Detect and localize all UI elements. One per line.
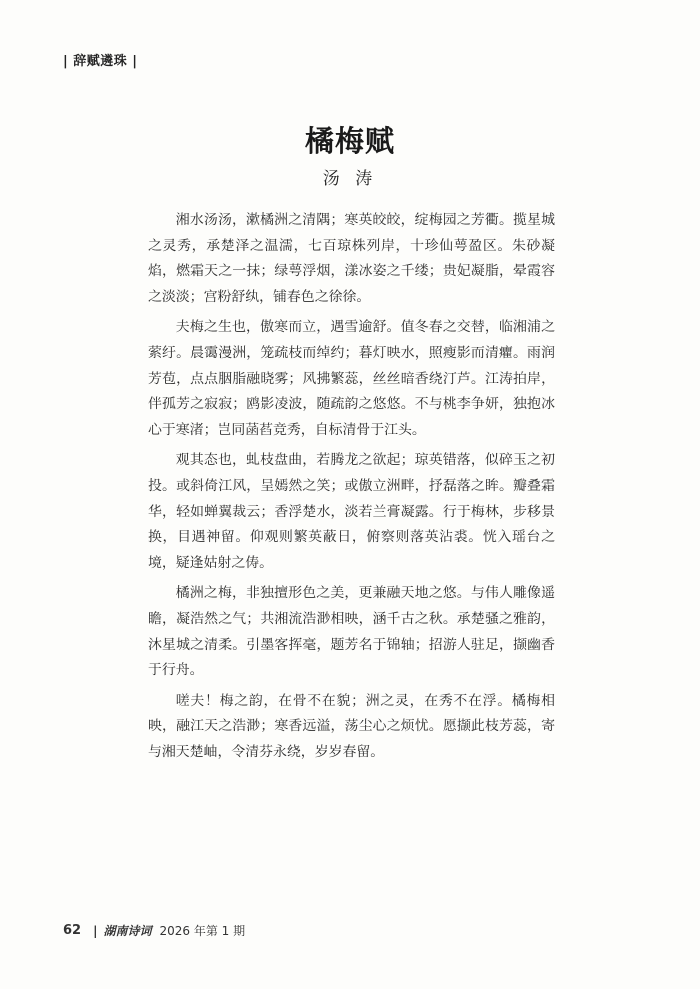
article-body <box>148 208 555 765</box>
article-title: 橘梅赋 <box>304 124 395 158</box>
paragraph: 橘洲之梅，非独擅形色之美，更兼融天地之悠。与伟人雕像遥瞻，凝浩然之气；共湘流浩渺相映，涵千古之秋。承楚骚之雅韵，沐星城之清柔。引墨客挥毫，题芳名于锦轴；招游人驻足，撷幽香于行舟。 <box>148 585 555 679</box>
page-footer <box>63 922 245 939</box>
issue-label: 2026 年第 1 期 <box>159 924 246 938</box>
magazine-name: 湖南诗词 <box>103 924 152 938</box>
page-number: 62 <box>63 923 82 938</box>
paragraph: 观其态也，虬枝盘曲，若腾龙之欲起；琼英错落，似碎玉之初投。或斜倚江风，呈嫣然之笑；或傲立洲畔，抒磊落之眸。瓣叠霜华，轻如蝉翼裁云；香浮楚水，淡若兰膏凝露。行于梅林，步移景换，目遇神留。仰观则繁英蔽日，俯察则落英沾裘。恍入瑶台之境，疑逢姑射之俦。 <box>148 452 555 571</box>
paragraph: 夫梅之生也，傲寒而立，遇雪逾舒。值冬春之交替，临湘浦之萦纡。晨霭漫洲，笼疏枝而绰约；暮灯映水，照瘦影而清癯。雨润芳苞，点点胭脂融晓雾；风拂繁蕊，丝丝暗香绕汀芦。江涛拍岸，伴孤芳之寂寂；鸥影凌波，随疏韵之悠悠。不与桃李争妍，独抱冰心于寒渚；岂同菡萏竞秀，自标清骨于江头。 <box>148 319 555 438</box>
paragraph: 湘水汤汤，漱橘洲之清隅；寒英皎皎，绽梅园之芳衢。揽星城之灵秀，承楚泽之温濡，七百琼株列岸，十珍仙萼盈区。朱砂凝焰，燃霜天之一抹；绿萼浮烟，漾冰姿之千缕；贵妃凝脂，晕霞容之淡淡；宫粉舒纨，铺春色之徐徐。 <box>148 212 555 305</box>
article-author: 汤 涛 <box>322 169 378 189</box>
column-label: | 辞赋遴珠 | <box>63 54 138 69</box>
footer-separator: | <box>93 923 98 938</box>
paragraph: 嗟夫！梅之韵，在骨不在貌；洲之灵，在秀不在浮。橘梅相映，融江天之浩渺；寒香远溢，荡尘心之烦忧。愿撷此枝芳蕊，寄与湘天楚岫，令清芬永绕，岁岁春留。 <box>148 692 555 760</box>
